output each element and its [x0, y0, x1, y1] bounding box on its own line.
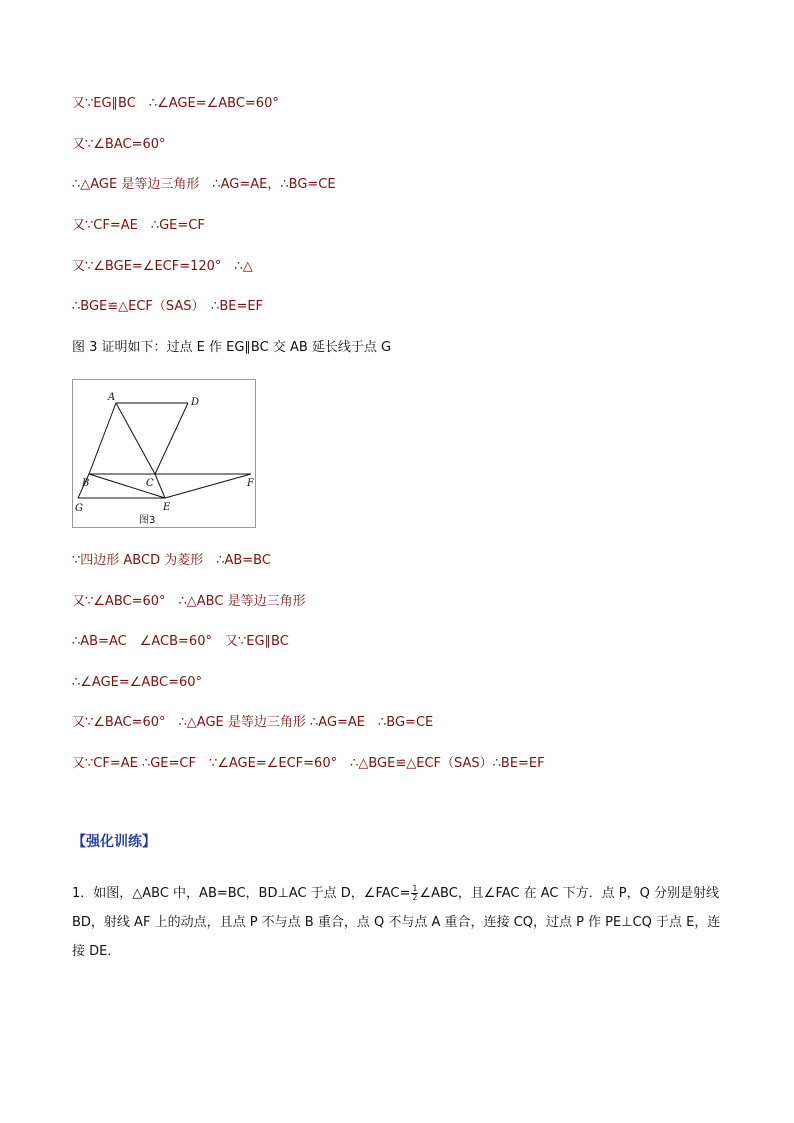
- figure-caption: 图3: [139, 515, 156, 526]
- proof3-line-5: 又∵∠BAC=60° ∴△AGE 是等边三角形 ∴AG=AE ∴BG=CE: [72, 715, 434, 730]
- fraction-denominator: 2: [412, 893, 418, 902]
- label-G: G: [75, 503, 83, 514]
- segment-EF: [165, 474, 251, 498]
- fraction-numerator: 1: [412, 884, 418, 893]
- segment-AB: [89, 403, 116, 474]
- exercise-problem-1: [72, 879, 722, 966]
- figure-3: [72, 379, 256, 528]
- fraction-one-half: [411, 885, 418, 902]
- segment-AC: [116, 403, 155, 474]
- proof3-line-1: ∵四边形 ABCD 为菱形 ∴AB=BC: [72, 553, 271, 568]
- proof2-line-2: 又∵∠BAC=60°: [72, 137, 166, 152]
- label-F: F: [247, 478, 254, 489]
- section-title: 【强化训练】: [72, 834, 156, 850]
- label-C: C: [146, 478, 154, 489]
- segment-CE: [155, 474, 165, 498]
- figure-3-diagram: [73, 380, 255, 527]
- label-A: A: [108, 392, 116, 403]
- proof3-line-2: 又∵∠ABC=60° ∴△ABC 是等边三角形: [72, 594, 306, 609]
- figure3-intro: 图 3 证明如下：过点 E 作 EG∥BC 交 AB 延长线于点 G: [72, 340, 392, 355]
- proof2-line-4: 又∵CF=AE ∴GE=CF: [72, 218, 205, 233]
- proof3-line-4: ∴∠AGE=∠ABC=60°: [72, 675, 203, 690]
- segment-DC: [155, 403, 188, 474]
- proof2-line-3: ∴△AGE 是等边三角形 ∴AG=AE，∴BG=CE: [72, 177, 336, 192]
- label-D: D: [191, 397, 200, 408]
- proof2-line-1: 又∵EG∥BC ∴∠AGE=∠ABC=60°: [72, 96, 279, 111]
- problem-text-part1: 1．如图，△ABC 中，AB=BC，BD⊥AC 于点 D，∠FAC=: [72, 886, 411, 901]
- proof2-line-6: ∴BGE≌△ECF（SAS） ∴BE=EF: [72, 299, 264, 314]
- proof3-line-6: 又∵CF=AE ∴GE=CF ∵∠AGE=∠ECF=60° ∴△BGE≌△ECF（SAS）∴BE=EF: [72, 756, 545, 771]
- label-E: E: [163, 502, 171, 513]
- problem-text-part2: ∠ABC，且∠FAC 在 AC 下方．点 P，Q 分别是射线BD，射线 AF 上的动点，且点 P 不与点 B 重合，点 Q 不与点 A 重合，连接 CQ，过点 P 作 PE⊥CQ 于点 E，连接 DE．: [72, 886, 721, 959]
- proof2-line-5: 又∵∠BGE=∠ECF=120° ∴△: [72, 259, 253, 274]
- label-B: B: [82, 478, 90, 489]
- proof3-line-3: ∴AB=AC ∠ACB=60° 又∵EG∥BC: [72, 634, 289, 649]
